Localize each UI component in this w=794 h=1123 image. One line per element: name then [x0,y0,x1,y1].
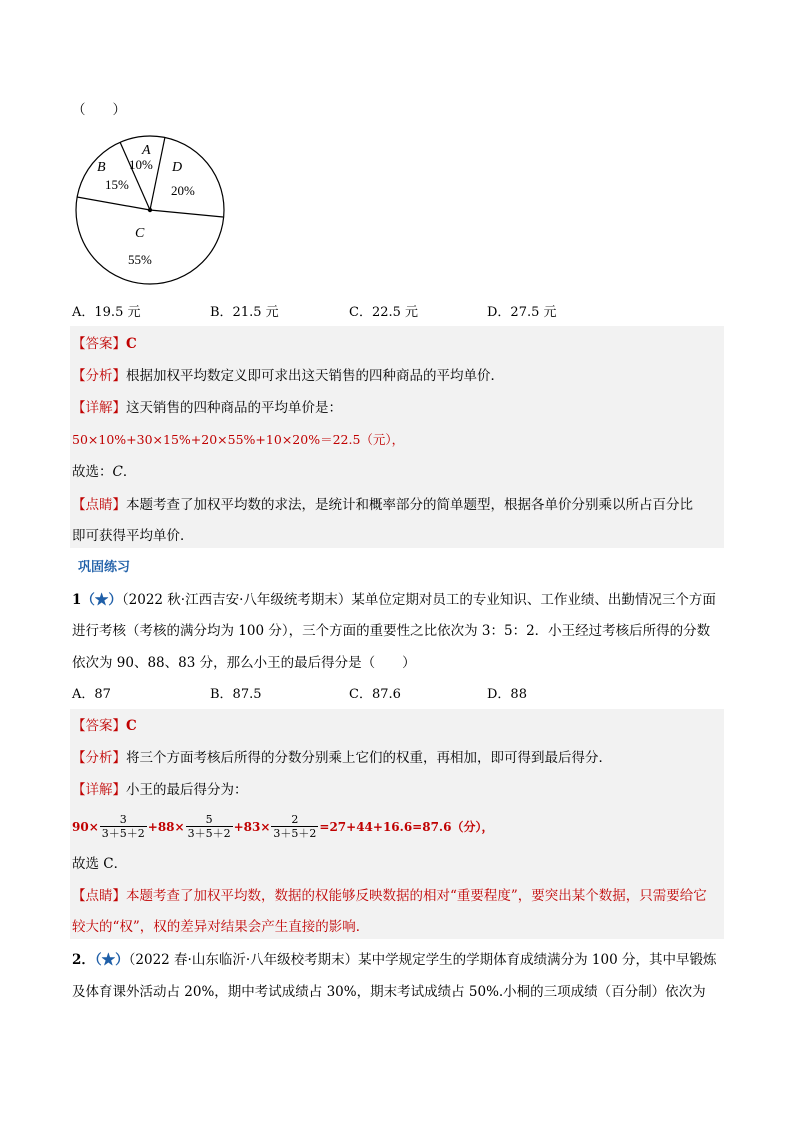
q1-formula-term-2: +88× [147,819,185,834]
comment-line-1 [72,496,693,514]
pie-label-a-pct: 10% [129,157,153,172]
q1-choose-line: 故选 C． [72,856,128,872]
q1-source: （2022 秋·江西吉安·八年级统考期末） [121,592,352,608]
q1-fraction-3-den: 3＋5＋2 [273,827,317,840]
pie-center-dot [148,208,152,212]
analysis-line [72,367,504,385]
comment-line-2: 即可获得平均单价． [72,528,194,544]
pie-label-b-pct: 15% [105,177,129,192]
q1-fraction-1 [100,813,147,840]
q1-fraction-1-num: 3 [119,813,127,826]
pie-chart [70,134,230,294]
pie-divider-c-b [77,197,150,210]
pie-divider-d-c [150,210,223,217]
choose-prefix: 故选： [72,464,113,480]
comment-tag: 【点睛】 [72,497,126,513]
q1-fraction-2-num: 5 [205,813,213,826]
q1-line-1 [72,591,716,609]
q1-formula-result: =27+44+16.6=87.6（分）， [319,819,494,834]
pie-label-b-letter: B [97,160,106,175]
q1-number: 1 [72,592,82,608]
detail-line [72,399,342,417]
q1-fraction-3-num: 2 [291,813,299,826]
option-a[interactable]: A．19.5 元 [72,305,141,320]
pie-divider-a-d [150,137,165,210]
q1-option-d[interactable]: D．88 [487,687,527,702]
option-b[interactable]: B．21.5 元 [210,305,279,320]
q1-formula [72,806,493,847]
q1-options-row [72,686,712,704]
formula-line: 50×10%+30×15%+20×55%+10×20%＝22.5（元）， [72,432,405,447]
q1-line-2: 进行考核（考核的满分均为 100 分），三个方面的重要性之比依次为 3：5：2．小王经过考核后所得的分数 [72,623,711,639]
q1-comment-line-1 [72,887,707,905]
q2-star: （★） [94,952,129,968]
option-d[interactable]: D．27.5 元 [487,305,557,320]
q1-text-1: 某单位定期对员工的专业知识、工作业绩、出勤情况三个方面 [351,592,716,608]
q1-formula-term-3: +83× [233,819,271,834]
q1-detail-tag: 【详解】 [72,782,126,798]
pie-label-a-letter: A [142,143,151,158]
q1-answer-tag: 【答案】 [72,718,126,734]
q2-line-2: 及体育课外活动占 20%，期中考试成绩占 30%，期末考试成绩占 50%.小桐的三项成绩（百分制）依次为 [72,984,706,1000]
answer-value: C [126,336,137,352]
choose-suffix: ． [122,464,137,480]
q1-detail-line [72,781,248,799]
pie-label-d-pct: 20% [171,183,195,198]
q1-fraction-2-den: 3＋5＋2 [187,827,231,840]
pie-label-c-letter: C [135,226,145,241]
q1-comment-tag: 【点睛】 [72,888,126,904]
q1-analysis-tag: 【分析】 [72,750,126,766]
q1-answer-value: C [126,718,137,734]
analysis-text: 根据加权平均数定义即可求出这天销售的四种商品的平均单价． [126,368,504,384]
answer-line [72,335,137,353]
comment-text-1: 本题考查了加权平均数的求法，是统计和概率部分的简单题型，根据各单价分别乘以所占百分比 [126,497,693,513]
q2-source: （2022 春·山东临沂·八年级校考期末） [128,952,359,968]
question-paren: （ ） [72,102,126,118]
q1-option-b[interactable]: B．87.5 [210,687,262,702]
q1-option-c[interactable]: C．87.6 [349,687,401,702]
q1-detail-text: 小王的最后得分为： [126,782,248,798]
detail-tag: 【详解】 [72,400,126,416]
pie-label-c-pct: 55% [128,252,152,267]
section-title: 巩固练习 [78,560,131,575]
q1-fraction-2 [186,813,233,840]
q2-text-1: 某中学规定学生的学期体育成绩满分为 100 分，其中早锻炼 [358,952,717,968]
detail-text: 这天销售的四种商品的平均单价是： [126,400,342,416]
analysis-tag: 【分析】 [72,368,126,384]
q1-option-a[interactable]: A．87 [72,687,111,702]
answer-tag: 【答案】 [72,336,126,352]
q1-star: （★） [81,592,122,608]
q2-number: 2． [72,952,95,968]
q1-comment-text-1: 本题考查了加权平均数，数据的权能够反映数据的相对“重要程度”，要突出某个数据，只需要给它 [126,888,707,904]
choose-line [72,463,136,481]
q1-fraction-1-den: 3＋5＋2 [101,827,145,840]
option-c[interactable]: C．22.5 元 [349,305,419,320]
options-row [72,304,712,322]
q1-analysis-line [72,749,612,767]
q1-fraction-3 [271,813,318,840]
q1-formula-term-1: 90× [72,819,99,834]
q2-line-1 [72,951,717,969]
choose-letter: C [112,464,123,480]
pie-label-d-letter: D [172,160,183,175]
q1-analysis-text: 将三个方面考核后所得的分数分别乘上它们的权重，再相加，即可得到最后得分． [126,750,612,766]
q1-line-3: 依次为 90、88、83 分，那么小王的最后得分是（ ） [72,655,416,671]
q1-answer-line [72,717,137,735]
q1-comment-line-2: 较大的“权”，权的差异对结果会产生直接的影响． [72,919,370,935]
